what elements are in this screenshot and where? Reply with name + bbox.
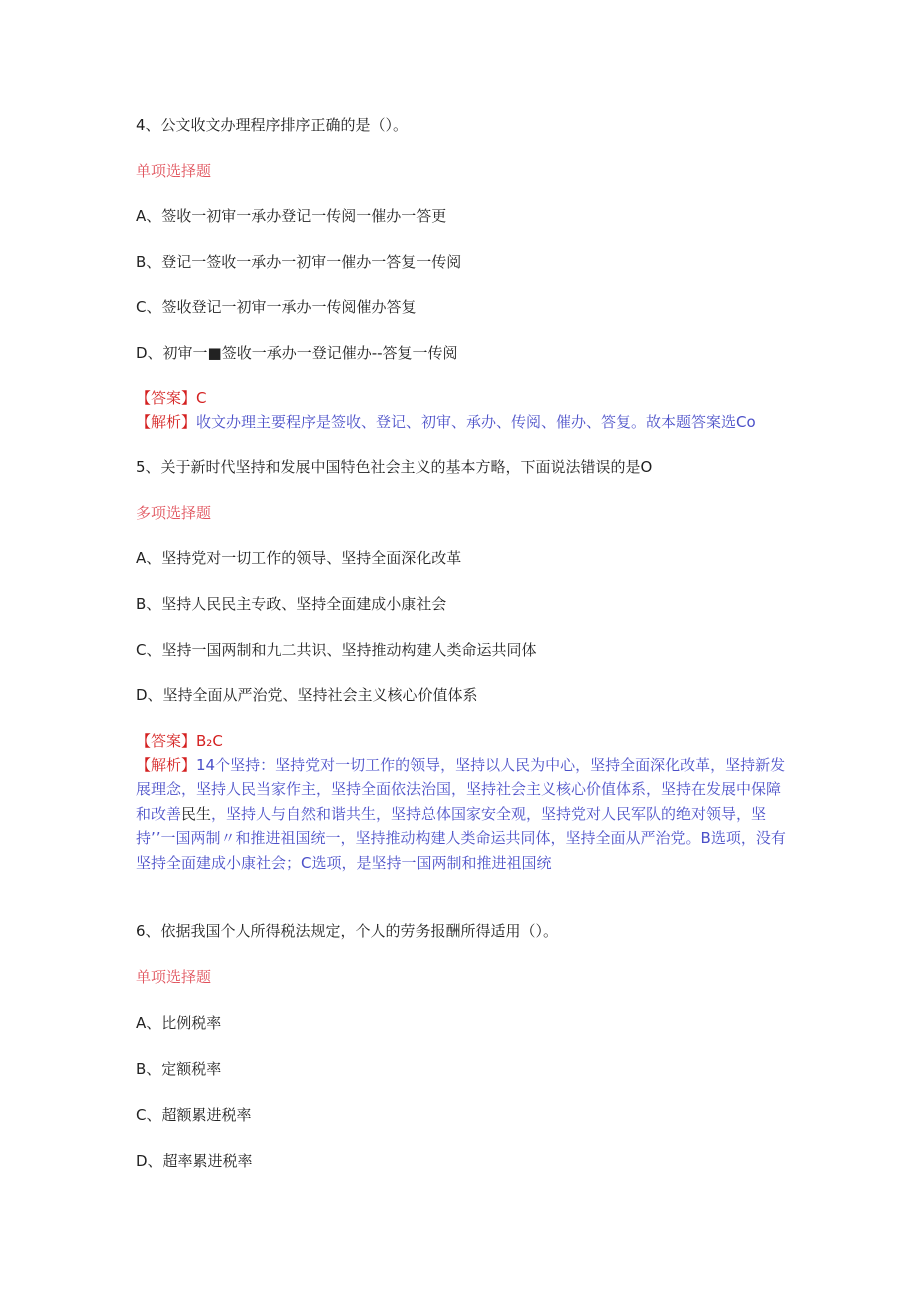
question-6-option-a: A、比例税率 xyxy=(136,1014,222,1032)
answer-tag: 【答案】 xyxy=(136,732,197,750)
explanation-text-dark: 民生 xyxy=(181,804,212,823)
explanation-text-2: ，坚持人与自然和谐共生，坚持总体国家安全观，坚持党对人民军队的绝对领导，坚持’’一国两制〃和推进祖国统一，坚持推动构建人类命运共同体，坚持全面从严治党。B选项，没有坚持全面建成小康社会；C选项，是坚持一国两制和推进祖国统 xyxy=(136,804,786,872)
question-5-stem: 5、关于新时代坚持和发展中国特色社会主义的基本方略，下面说法错误的是O xyxy=(136,458,653,476)
explanation-text: 收文办理主要程序是签收、登记、初审、承办、传阅、催办、答复。故本题答案选Co xyxy=(196,413,756,431)
question-5-option-d: D、坚持全面从严治党、坚持社会主义核心价值体系 xyxy=(136,686,478,704)
question-4-option-b: B、登记一签收一承办一初审一催办一答复一传阅 xyxy=(136,253,462,271)
question-5-option-b: B、坚持人民民主专政、坚持全面建成小康社会 xyxy=(136,595,447,613)
question-6-stem: 6、依据我国个人所得税法规定，个人的劳务报酬所得适用（）。 xyxy=(136,922,559,940)
question-4-option-c: C、签收登记一初审一承办一传阅催办答复 xyxy=(136,298,417,316)
question-5-option-c: C、坚持一国两制和九二共识、坚持推动构建人类命运共同体 xyxy=(136,641,537,659)
question-4-stem: 4、公文收文办理程序排序正确的是（）。 xyxy=(136,116,409,134)
question-6-option-d: D、超率累进税率 xyxy=(136,1152,253,1170)
question-4-option-a: A、签收一初审一承办登记一传阅一催办一答更 xyxy=(136,207,447,225)
explanation-tag: 【解析】 xyxy=(136,413,197,431)
question-5-explanation xyxy=(136,753,786,875)
question-4-explanation xyxy=(136,410,786,434)
explanation-tag: 【解析】 xyxy=(136,756,197,774)
answer-value: B₂C xyxy=(196,732,223,750)
question-5-type: 多项选择题 xyxy=(136,504,212,522)
question-6-type: 单项选择题 xyxy=(136,968,212,986)
explanation-text-1: 14个坚持：坚持党对一切工作的领导，坚持以人民为中心，坚持全面深化改革，坚持新发展理念，坚持人民当家作主，坚持全面依法治国，坚持社会主义核心价值体系，坚持在发展中保障和改善 xyxy=(136,756,786,823)
question-5-option-a: A、坚持党对一切工作的领导、坚持全面深化改革 xyxy=(136,549,462,567)
question-4-answer xyxy=(136,388,207,408)
answer-tag: 【答案】 xyxy=(136,389,197,407)
answer-value: C xyxy=(196,389,207,407)
question-6-option-c: C、超额累进税率 xyxy=(136,1106,252,1124)
question-6-option-b: B、定额税率 xyxy=(136,1060,222,1078)
question-5-answer xyxy=(136,731,223,751)
question-4-option-d: D、初审一■签收一承办一登记催办--答复一传阅 xyxy=(136,344,458,362)
question-4-type: 单项选择题 xyxy=(136,162,212,180)
